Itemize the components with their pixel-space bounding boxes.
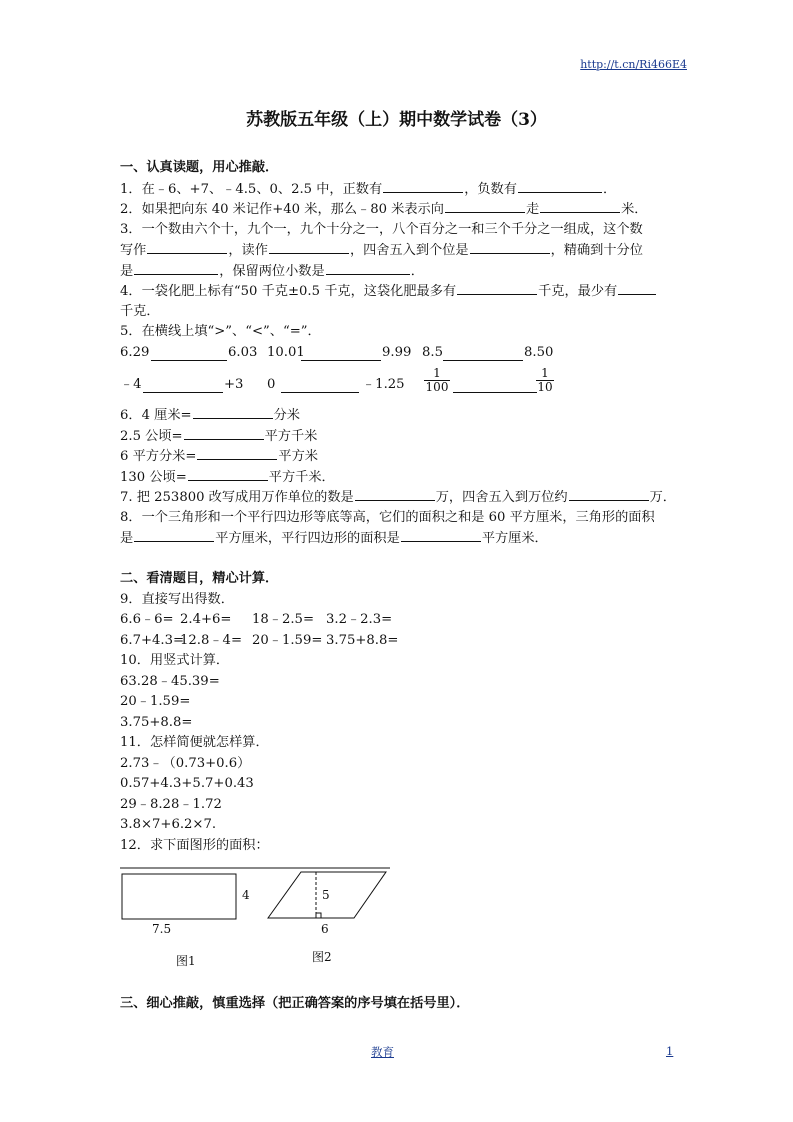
q4-text-b: 千克，最少有	[538, 284, 618, 299]
answer-blank[interactable]	[470, 240, 550, 254]
question-5-row1	[120, 343, 673, 364]
answer-blank[interactable]	[188, 467, 268, 481]
answer-blank[interactable]	[457, 281, 537, 295]
answer-blank[interactable]	[143, 379, 223, 393]
q6-text: 分米	[273, 408, 300, 423]
question-11-intro: 11．怎样简便就怎样算．	[120, 735, 269, 750]
fraction-denominator: 10	[537, 380, 553, 394]
answer-blank[interactable]	[281, 379, 359, 393]
rectangle-shape	[122, 874, 236, 919]
answer-blank[interactable]	[151, 347, 227, 361]
question-2	[120, 199, 673, 220]
answer-blank[interactable]	[445, 199, 525, 213]
page-number: 1	[666, 1044, 674, 1058]
question-5-row2	[120, 367, 673, 405]
q6-text: 2.5 公顷=	[120, 428, 183, 444]
question-7	[120, 487, 676, 508]
answer-blank[interactable]	[453, 379, 537, 393]
question-4-line2: 千克．	[120, 303, 160, 319]
fig1-height-label: 4	[242, 888, 250, 902]
calc-item: 6.6﹣6=	[120, 612, 174, 627]
answer-blank[interactable]	[184, 426, 264, 440]
q7-text: 万．	[649, 490, 676, 505]
fraction-1-100	[424, 367, 450, 394]
answer-blank[interactable]	[134, 528, 214, 542]
cmp-value: +3	[224, 377, 244, 392]
calc-item: 3.75+8.8=	[120, 714, 193, 730]
q3-text: 是	[120, 263, 134, 279]
question-8-line1: 8．一个三角形和一个平行四边形等底等高，它们的面积之和是 60 平方厘米，三角形的面积	[120, 509, 655, 525]
cmp-value: ﹣4	[120, 377, 142, 392]
question-9-row2	[120, 631, 673, 652]
answer-blank[interactable]	[355, 487, 435, 501]
question-6-line1	[120, 405, 673, 426]
fraction-denominator: 100	[425, 380, 449, 394]
q6-text: 平方米	[278, 449, 318, 464]
question-5-intro: 5．在横线上填“>”、“<”、“=”．	[120, 324, 321, 339]
cmp-value: 0	[267, 377, 276, 392]
answer-blank[interactable]	[383, 179, 463, 193]
section2-heading: 二、看清题目，精心计算．	[120, 571, 279, 586]
answer-blank[interactable]	[443, 347, 523, 361]
question-3-line2	[120, 240, 673, 261]
q6-text: 平方千米	[264, 428, 318, 444]
answer-blank[interactable]	[569, 487, 649, 501]
q1-text-b: ，负数有	[464, 181, 517, 197]
answer-blank[interactable]	[134, 261, 218, 275]
exam-content	[120, 158, 676, 856]
question-6-line3	[120, 446, 673, 467]
area-figures	[118, 866, 393, 976]
q6-text: 6．4 厘米=	[120, 408, 192, 423]
answer-blank[interactable]	[540, 199, 620, 213]
question-1	[120, 179, 673, 200]
calc-item: 29﹣8.28﹣1.72	[120, 796, 222, 812]
question-9-intro: 9．直接写出得数．	[120, 591, 234, 607]
fig2-base-label: 6	[321, 922, 329, 936]
right-angle-mark	[316, 913, 321, 918]
question-6-line4	[120, 467, 673, 488]
fraction-1-10	[536, 367, 554, 394]
calc-item: 3.75+8.8=	[326, 632, 399, 648]
question-6-line2	[120, 426, 673, 447]
calc-item: 20﹣1.59=	[252, 632, 323, 648]
cmp-value: 6.29	[120, 344, 150, 360]
calc-item: 12.8﹣4=	[180, 632, 242, 648]
q6-text: 130 公顷=	[120, 469, 187, 485]
cmp-value: ﹣1.25	[362, 377, 405, 392]
q6-text: 平方千米．	[268, 469, 335, 485]
calc-item: 6.7+4.3=	[120, 632, 185, 648]
calc-item: 0.57+4.3+5.7+0.43	[120, 776, 254, 791]
cmp-value: 9.99	[382, 344, 412, 360]
calc-item: 2.73﹣（0.73+0.6）	[120, 755, 251, 771]
fig2-caption: 图2	[312, 950, 332, 964]
q1-text-a: 1．在﹣6、+7、﹣4.5、0、2.5 中，正数有	[120, 181, 383, 197]
footer-link[interactable]: 教育	[371, 1045, 394, 1059]
q3-text: ，读作	[228, 243, 268, 258]
answer-blank[interactable]	[197, 446, 277, 460]
q8-text: 平方厘米．	[481, 531, 548, 546]
answer-blank[interactable]	[193, 405, 273, 419]
fig2-height-label: 5	[322, 888, 330, 902]
question-12-intro: 12．求下面图形的面积：	[120, 837, 269, 853]
answer-blank[interactable]	[326, 261, 410, 275]
section3-heading: 三、细心推敲，慎重选择（把正确答案的序号填在括号里）．	[120, 996, 470, 1011]
answer-blank[interactable]	[401, 528, 481, 542]
calc-item: 63.28﹣45.39=	[120, 673, 220, 689]
fig1-width-label: 7.5	[152, 922, 172, 936]
calc-item: 20﹣1.59=	[120, 694, 191, 709]
q3-text: ．	[410, 263, 424, 279]
page-title: 苏教版五年级（上）期中数学试卷（3）	[246, 110, 547, 130]
figures-svg	[118, 866, 393, 976]
q3-text: ，四舍五入到个位是	[349, 243, 469, 258]
cmp-value: 10.01	[267, 344, 305, 360]
spacer	[120, 549, 673, 570]
answer-blank[interactable]	[301, 347, 381, 361]
q7-text: 万，四舍五入到万位约	[435, 490, 568, 505]
q3-text: 写作	[120, 243, 147, 258]
question-9-row1	[120, 610, 673, 631]
calc-item: 2.4+6=	[180, 612, 232, 627]
calc-item: 3.8×7+6.2×7.	[120, 817, 217, 832]
header-link[interactable]: http://t.cn/Ri466E4	[580, 58, 687, 71]
q7-text: 7. 把 253800 改写成用万作单位的数是	[120, 490, 354, 505]
fraction-numerator: 1	[433, 366, 441, 380]
q1-text-c: ．	[602, 181, 617, 197]
answer-blank[interactable]	[147, 240, 227, 254]
question-3-line3	[120, 261, 673, 282]
calc-item: 18﹣2.5=	[252, 612, 314, 627]
q2-text-a: 2．如果把向东 40 米记作+40 米，那么﹣80 米表示向	[120, 202, 444, 217]
section1-heading: 一、认真读题，用心推敲．	[120, 160, 279, 175]
question-3-line1: 3．一个数由六个十，九个一，九个十分之一，八个百分之一和三个千分之一组成，这个数	[120, 221, 643, 237]
q8-text: 是	[120, 531, 134, 546]
fraction-numerator: 1	[541, 366, 549, 380]
answer-blank[interactable]	[269, 240, 349, 254]
answer-blank[interactable]	[618, 281, 656, 295]
fig1-caption: 图1	[176, 954, 196, 968]
calc-item: 3.2﹣2.3=	[326, 612, 393, 627]
question-10-intro: 10．用竖式计算．	[120, 653, 230, 668]
answer-blank[interactable]	[518, 179, 602, 193]
cmp-value: 8.5	[422, 344, 443, 360]
q2-text-c: 米．	[621, 202, 648, 217]
q2-text-b: 走	[525, 202, 540, 217]
q3-text: ，保留两位小数是	[219, 263, 325, 279]
q8-text: 平方厘米，平行四边形的面积是	[215, 531, 400, 546]
q3-text: ，精确到十分位	[550, 243, 643, 258]
cmp-value: 8.50	[524, 344, 554, 360]
question-8-line2	[120, 528, 673, 549]
question-4-line1	[120, 281, 673, 302]
cmp-value: 6.03	[228, 344, 258, 360]
q6-text: 6 平方分米=	[120, 449, 197, 464]
q4-text-a: 4．一袋化肥上标有“50 千克±0.5 千克，这袋化肥最多有	[120, 284, 457, 299]
